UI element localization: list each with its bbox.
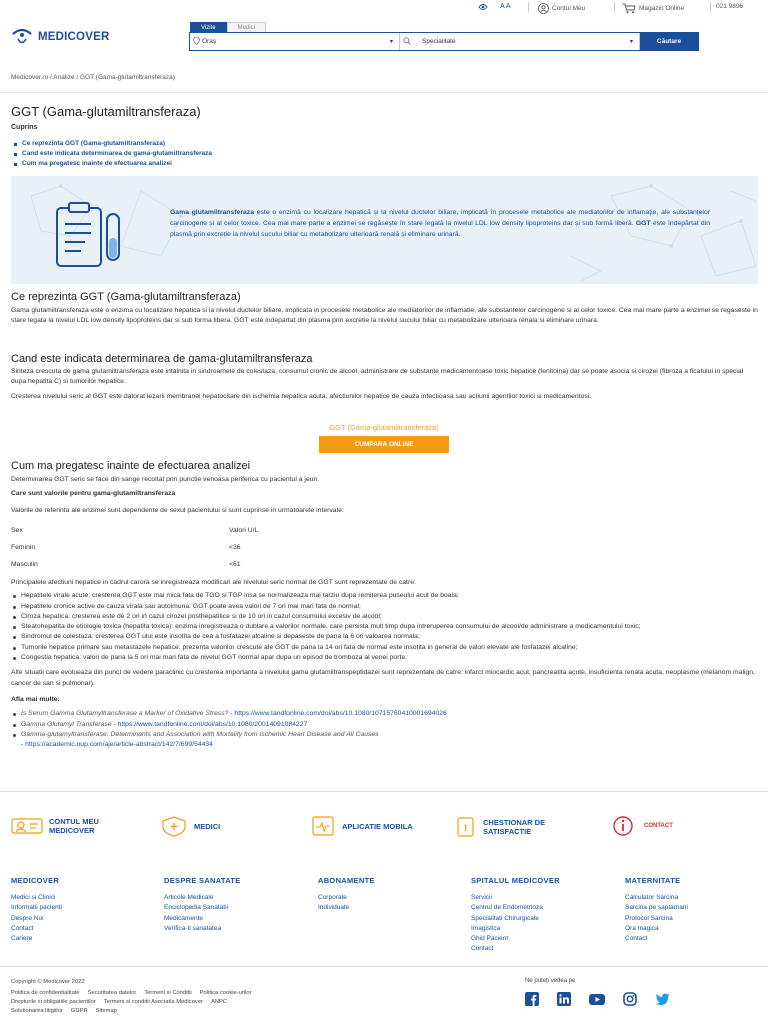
footer-link[interactable]: Contact: [471, 945, 494, 953]
section-paragraph: Gama glutamiltransferaza este o enzima cu localizare hepatica si la nivelul ductelor biliare, implicata in procesele metabolice ale mediatorilor de inflamatie, ale substantelor carcinogene si al celor toxice. Cea mai mare parte a enzimei se regaseste in stare legata la nivelul LDL low density lipoproteins dar si sub forma libera. GGT este indepartat din plasma prin excretie la nivelul sucului biliar cu metabolizare ulterioara renala si eliminare urinara.: [11, 307, 758, 325]
twitter-icon[interactable]: [655, 992, 670, 1006]
contents-label: Cuprins: [11, 124, 38, 131]
footer-link[interactable]: Corporate: [318, 894, 347, 901]
footer-link[interactable]: Contact: [11, 924, 34, 932]
section-paragraph: Sinteza crescuta de gama glutamiltransferaza este intalnita in sindroamele de colestaza, consumul cronic de alcool, administrare de substante medicamentoase toxic hepatice (fenitoina) dar se poate asocia si cirozei (fibroza a ficatului in special dupa hepatita C) si tumorilor hepatice.: [11, 368, 744, 386]
page-title: GGT (Gama-glutamiltransferaza): [11, 104, 201, 119]
values-subheading: Care sunt valorile pentru gama-glutamiltransferaza: [11, 490, 176, 498]
footer-column-hospital: [471, 876, 560, 955]
footer-link[interactable]: Imagistica: [471, 924, 501, 932]
footer-divider: [0, 791, 768, 792]
footer-link-label: CONTUL MEU MEDICOVER: [49, 817, 99, 835]
account-link-label: Contul Meu: [552, 5, 586, 12]
search-bar: [189, 32, 699, 51]
legal-links-row: [11, 989, 252, 998]
footer-link-label: APLICATIE MOBILA: [342, 821, 413, 831]
banner-text: [170, 207, 710, 241]
legal-link[interactable]: Termeni si conditii Asociatia Medicover: [103, 999, 203, 1005]
table-row: [11, 561, 241, 568]
affections-block: [11, 578, 758, 750]
section-heading: Cand este indicata determinarea de gama-glutamiltransferaza: [11, 353, 313, 365]
city-select[interactable]: [190, 33, 400, 50]
tab-visits[interactable]: Vizite: [190, 22, 227, 32]
learn-more-label: Afla mai multe:: [11, 695, 60, 703]
social-icons: [525, 992, 670, 1006]
cart-icon: [622, 3, 636, 14]
footer-link[interactable]: Medicamente: [164, 914, 204, 922]
banner-text-2: este îndepărtat din plasmă prin excreție la nivelul sucului biliar cu metabolizare ulterioară renală și eliminare urinară.: [170, 220, 710, 239]
intro-banner: [11, 176, 758, 284]
footer-link-label: CONTACT: [644, 822, 673, 829]
footer-link[interactable]: Sarcina pe saptamani: [625, 904, 688, 912]
location-pin-icon: [193, 37, 200, 45]
legal-link[interactable]: Securitatea datelor: [87, 990, 137, 996]
list-item: Congestia hepatica: valori de pana la 5 ori mai mari fata de nivelul GGT normal apar dupa un episod de tromboza al venei porte.: [11, 653, 758, 663]
list-item: Tumorile hepatice primare sau metastazele hepatice: prezenta valorilor crescute ale GGT de pana la 14 ori fata de normal este insotita in general de valori elevate ale fosfatazei alcaline;: [11, 643, 758, 653]
table-cell: Feminin: [11, 544, 36, 551]
affections-intro: Principalele afectiuni hepatice in cadrul carora se inregistreaza modificari ale nivelului seric normal de GGT sunt reprezentate de catre:: [11, 579, 416, 586]
footer-column-health: [164, 876, 241, 934]
reference-link[interactable]: https://www.tandfonline.com/doi/abs/10.1080/20014091084227: [117, 720, 308, 728]
toc-link-label: Cand este indicata determinarea de gama-glutamiltransferaza: [22, 150, 213, 157]
legal-link[interactable]: Termeni si Conditii: [144, 990, 192, 996]
section-heading: Ce reprezinta GGT (Gama-glutamiltransferaza): [11, 291, 241, 303]
reference-item: [11, 709, 758, 719]
footer-divider: [0, 966, 768, 967]
breadcrumb[interactable]: Medicover.ro / Analize / GGT (Gama-glutamiltransferaza): [11, 74, 175, 81]
footer-link[interactable]: Ora magica: [625, 924, 659, 932]
buy-block: [0, 423, 768, 453]
footer-column-heading: ABONAMENTE: [318, 876, 375, 885]
legal-link[interactable]: Politica cookie-urilor: [199, 990, 252, 996]
toc-link[interactable]: [14, 149, 212, 159]
legal-link[interactable]: Solutionarea litigiilor: [11, 1008, 63, 1014]
shop-link-label: Magazin Online: [639, 5, 685, 12]
lab-report-icon: [53, 200, 133, 272]
footer-link[interactable]: Articole Medicale: [164, 894, 214, 901]
linkedin-icon[interactable]: [557, 992, 571, 1006]
account-link[interactable]: [538, 3, 585, 14]
footer-column-maternity: [625, 876, 688, 944]
table-header-row: [11, 527, 259, 534]
footer-link[interactable]: Contact: [625, 935, 648, 943]
chevron-down-icon: ▾: [389, 39, 393, 45]
search-tabs: [190, 22, 266, 32]
legal-links-row: [11, 998, 252, 1007]
section-what-is: [11, 291, 758, 327]
footer-link[interactable]: Verifica-ti sanatatea: [164, 924, 222, 932]
toc-link[interactable]: [14, 159, 212, 169]
reference-item: [11, 720, 758, 730]
legal-link[interactable]: Sitemap: [95, 1008, 117, 1014]
footer-link[interactable]: Ghid Pacient: [471, 935, 509, 943]
section-indications: [11, 353, 758, 402]
section-paragraph: Valorile de referinta ale enzimei sunt dependente de sexul pacientului si sunt cuprinse in urmatoarele intervale:: [11, 506, 344, 514]
footer-link[interactable]: Servicii: [471, 894, 492, 901]
buy-online-button[interactable]: CUMPARA ONLINE: [319, 436, 449, 453]
specialty-select-value: Specialitate: [422, 38, 456, 45]
list-item: Hepatitele cronice active de cauza virala sau autoimuna: GGT poate avea valori de 7 ori mai mari fata de normal;: [11, 602, 758, 612]
instagram-icon[interactable]: [623, 992, 637, 1006]
facebook-icon[interactable]: [525, 992, 539, 1006]
legal-links-row: [11, 1007, 252, 1016]
affections-list: [11, 591, 758, 663]
footer-column-heading: DESPRE SANATATE: [164, 876, 241, 885]
search-button[interactable]: Căutare: [640, 33, 698, 50]
reference-title: Is Serum Gamma Glutamyltransferase a Marker of Oxidative Stress? -: [21, 710, 235, 718]
footer-column-heading: MATERNITATE: [625, 876, 681, 885]
medicover-logo-icon: [12, 28, 32, 46]
accessibility-icon[interactable]: [478, 3, 488, 11]
footer-link[interactable]: Medici si Clinici: [11, 894, 56, 901]
account-icon: [11, 815, 43, 837]
footer-link[interactable]: Specialitati Chirurgicale: [471, 914, 539, 922]
footer-link[interactable]: Calculator Sarcina: [625, 894, 679, 901]
info-icon: [608, 815, 638, 837]
brand-name: MEDICOVER: [38, 31, 110, 43]
footer-column-subscriptions: [318, 876, 375, 914]
section-heading: Cum ma pregatesc inainte de efectuarea analizei: [11, 460, 251, 472]
reference-link[interactable]: - https://academic.oup.com/aje/article-abstract/142/7/699/54434: [21, 741, 213, 749]
legal-block: [11, 978, 252, 1016]
list-item: Hepatitele virale acute: cresterea GGT este mai mica fata de TGO si TGP insa se normalizeaza mai tarziu dupa remiterea puseului acut de boala;: [11, 591, 758, 601]
section-preparation: [11, 460, 758, 516]
legal-link[interactable]: GDPR: [70, 1008, 88, 1014]
svg-text:!: !: [463, 824, 468, 834]
footer-link-label: MEDICI: [194, 821, 221, 831]
legal-link[interactable]: ANPC: [210, 999, 228, 1005]
search-icon: [403, 37, 411, 45]
footer-doctors-link[interactable]: [160, 815, 220, 837]
chevron-down-icon: ▾: [629, 39, 633, 45]
footer-link[interactable]: Individuale: [318, 904, 350, 912]
footer-survey-link[interactable]: [455, 815, 545, 839]
legal-link[interactable]: Politica de confidentialitate: [11, 990, 80, 996]
banner-text-1: este o enzimă cu localizare hepatică și la nivelul ductelor biliare, implicată în procesele metabolice ale mediatorilor de inflamație, ale substanțelor carcinogene și al celor toxice. Cea mai mare parte a enzimei se regăsește în stare legată la nivelul LDL low density lipoproteins dar și sub formă liberă.: [170, 209, 710, 228]
list-item: Ciroza hepatica: cresterea este de 2 ori in cazul cirozei posthepatitice si de 10 ori in cazul consumului excesiv de alcool;: [11, 612, 758, 622]
mobile-app-icon: [310, 815, 336, 837]
city-select-value: Oraș: [202, 38, 217, 45]
survey-icon: [455, 815, 477, 839]
font-size-toggle[interactable]: A A: [500, 3, 511, 10]
top-utility-bar: [0, 0, 768, 16]
product-link[interactable]: GGT (Gama-glutamiltransferaza): [329, 423, 439, 432]
reference-item: [11, 730, 758, 751]
table-header: Valori U/L: [229, 527, 259, 534]
user-icon: [538, 3, 549, 14]
toc-link-label: Cum ma pregatesc inainte de efectuarea analizei: [22, 160, 172, 167]
tab-doctors[interactable]: Medici: [227, 22, 266, 32]
social-label: Ne puteți vedea pe: [525, 978, 576, 984]
footer-column-heading: MEDICOVER: [11, 876, 60, 885]
list-item: Steatohepatita de etiologie toxica (hepatita toxica): enzima inregistreaza o dublare a valorilor normale, care persista mult timp dupa intreruperea consumului de alcool/de administrare a medicamentului toxic;: [11, 622, 758, 632]
footer-link[interactable]: Cariere: [11, 935, 33, 943]
table-cell: Masculin: [11, 561, 38, 568]
footer-column-heading: SPITALUL MEDICOVER: [471, 876, 560, 885]
footer-link[interactable]: Informatii pacienti: [11, 904, 62, 912]
youtube-icon[interactable]: [589, 992, 605, 1006]
other-situations: Alte situatii care evolueaza din punct de vedere paraclinic cu cresterea importanta a nivelului gama glutamiltranspeptidazei sunt reprezentate de catre: infarct miocardic acut, pancreatita acute, insuficienta renala acuta, neoplasme (melanom malign, cancer de san si pulmonar).: [11, 669, 755, 687]
social-block: [525, 978, 670, 1006]
list-item: Sindromul de colestaza: cresterea GGT ului este insotita de cea a fosfatazei alcaline si depaseste de pana la 6 ori valoarea normala;: [11, 632, 758, 642]
footer-link[interactable]: Protocol Sarcina: [625, 914, 673, 922]
footer-app-link[interactable]: [310, 815, 413, 837]
legal-link[interactable]: Drepturile si obligatiile pacientilor: [11, 999, 96, 1005]
footer-link[interactable]: Enciclopedia Sanatatii: [164, 904, 228, 912]
footer-link[interactable]: Despre Noi: [11, 914, 44, 922]
footer-link[interactable]: Centrul de Endometrioza: [471, 904, 543, 912]
specialty-select[interactable]: [400, 33, 640, 50]
section-paragraph: Determinarea GGT seric se face din sange recoltat prin punctie venoasa periferica cu pacientul a jeun.: [11, 476, 320, 483]
medicover-logo[interactable]: [12, 28, 109, 46]
section-paragraph: Cresterea nivelului seric al GGT este datorat lezarii membranei hepatocitare din ischemia hepatica acuta, afectiunilor hepatice de cauza infectioasa sau actiunii agentilor toxici si medicamentosi.: [11, 392, 592, 400]
footer-contact-link[interactable]: [608, 815, 673, 837]
doctor-icon: [160, 815, 188, 837]
phone-number[interactable]: 021 9896: [716, 3, 744, 10]
table-header: Sex: [11, 527, 23, 534]
divider: [0, 92, 768, 93]
shop-link[interactable]: [622, 3, 684, 14]
reference-title: Gamma Glutamyl Transferase -: [21, 720, 118, 728]
reference-title: Gamma-glutamyltransferase: Determinants and Association with Mortality from Ischemic Heart Disease and All Causes: [21, 730, 379, 738]
toc-link[interactable]: [14, 139, 212, 149]
copyright: Copyright © Medicover 2022: [11, 979, 85, 985]
table-cell: <36: [229, 544, 241, 551]
banner-bold-2: GGT: [635, 220, 651, 228]
table-cell: <61: [229, 561, 241, 568]
toc-link-label: Ce reprezinta GGT (Gama-glutamiltransferaza): [22, 140, 166, 147]
banner-bold-1: Gama glutamiltransferaza: [170, 209, 254, 216]
table-of-contents: [14, 139, 212, 169]
references-list: [11, 709, 758, 750]
footer-column-medicover: [11, 876, 62, 944]
table-row: [11, 544, 241, 551]
reference-link[interactable]: https://www.tandfonline.com/doi/abs/10.1080/10715760410001694026: [234, 710, 447, 718]
footer-account-link[interactable]: [11, 815, 99, 837]
footer-link-label: CHESTIONAR DE SATISFACTIE: [483, 818, 546, 836]
